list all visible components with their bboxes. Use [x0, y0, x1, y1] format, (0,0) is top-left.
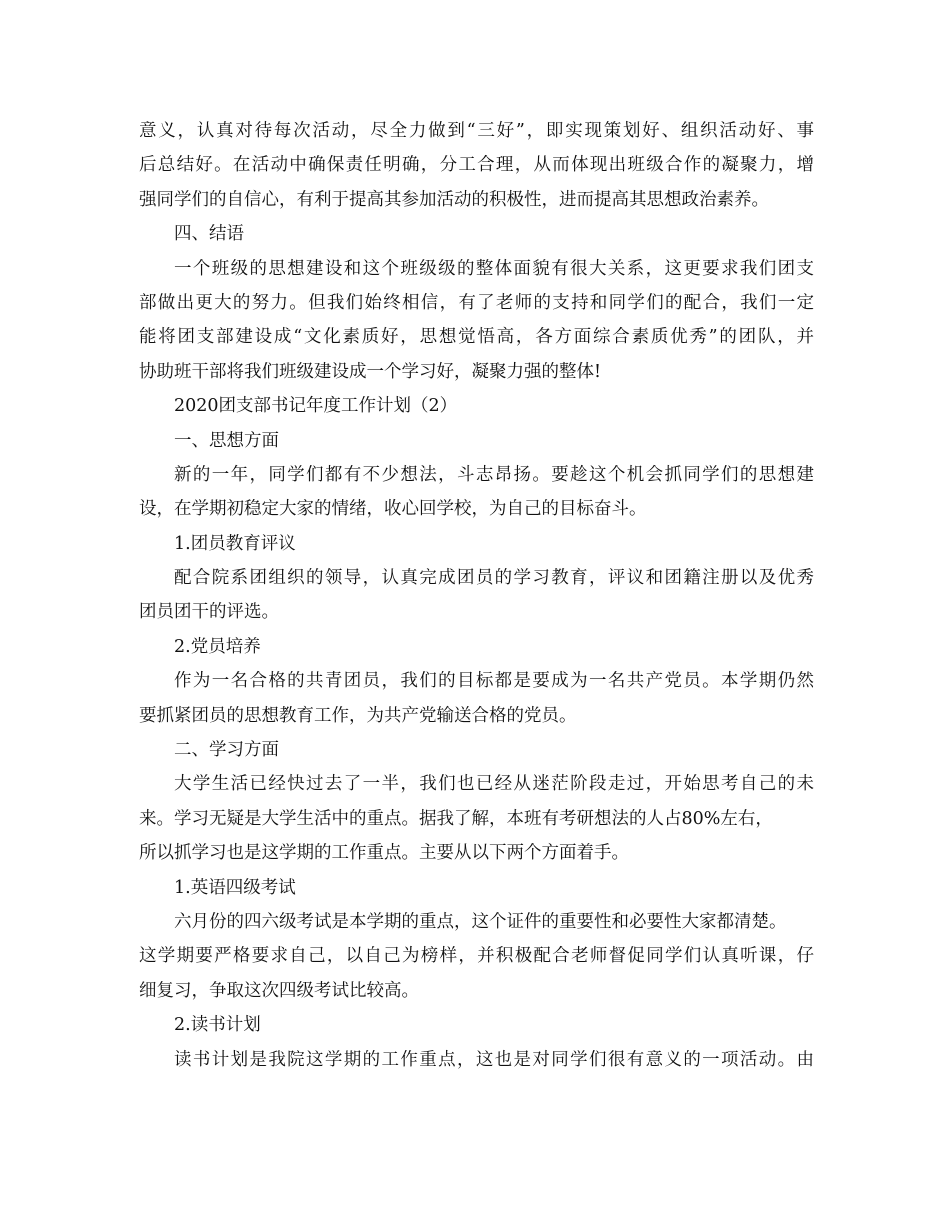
- text-line: 作为一名合格的共青团员，我们的目标都是要成为一名共产党员。本学期仍然: [174, 671, 814, 692]
- text-line: 新的一年，同学们都有不少想法，斗志昂扬。要趁这个机会抓同学们的思想建: [174, 464, 814, 485]
- text-line: 这学期要严格要求自己，以自己为榜样，并积极配合老师督促同学们认真听课，仔: [139, 946, 814, 967]
- text-line: 协助班干部将我们班级建设成一个学习好，凝聚力强的整体!: [139, 361, 602, 382]
- text-line: 所以抓学习也是这学期的工作重点。主要从以下两个方面着手。: [139, 843, 629, 864]
- text-line: 一个班级的思想建设和这个班级级的整体面貌有很大关系，这更要求我们团支: [174, 258, 814, 279]
- text-line: 配合院系团组织的领导，认真完成团员的学习教育，评议和团籍注册以及优秀: [174, 568, 814, 589]
- text-line: 一、思想方面: [174, 430, 279, 451]
- text-line: 1.英语四级考试: [174, 877, 296, 898]
- text-line: 2020团支部书记年度工作计划（2）: [174, 396, 458, 417]
- text-line: 细复习，争取这次四级考试比较高。: [139, 980, 419, 1001]
- text-line: 二、学习方面: [174, 740, 279, 761]
- text-line: 设，在学期初稳定大家的情绪，收心回学校，为自己的目标奋斗。: [139, 499, 647, 520]
- text-line: 来。学习无疑是大学生活中的重点。据我了解，本班有考研想法的人占80%左右，: [139, 808, 773, 829]
- text-line: 1.团员教育评议: [174, 533, 296, 554]
- text-line: 2.读书计划: [174, 1015, 261, 1036]
- text-line: 强同学们的自信心，有利于提高其参加活动的积极性，进而提高其思想政治素养。: [139, 189, 769, 210]
- document-body: [139, 114, 814, 1077]
- text-line: 部做出更大的努力。但我们始终相信，有了老师的支持和同学们的配合，我们一定: [139, 292, 814, 313]
- text-line: 能将团支部建设成“文化素质好，思想觉悟高，各方面综合素质优秀”的团队，并: [139, 327, 814, 348]
- text-line: 六月份的四六级考试是本学期的重点，这个证件的重要性和必要性大家都清楚。: [174, 911, 787, 932]
- text-line: 要抓紧团员的思想教育工作，为共产党输送合格的党员。: [139, 705, 577, 726]
- text-line: 2.党员培养: [174, 636, 261, 657]
- text-line: 团员团干的评选。: [139, 602, 279, 623]
- text-line: 意义，认真对待每次活动，尽全力做到“三好”，即实现策划好、组织活动好、事: [139, 121, 814, 141]
- text-line: 读书计划是我院这学期的工作重点，这也是对同学们很有意义的一项活动。由: [174, 1049, 814, 1070]
- text-line: 大学生活已经快过去了一半，我们也已经从迷茫阶段走过，开始思考自己的未: [174, 774, 814, 795]
- text-line: 后总结好。在活动中确保责任明确，分工合理，从而体现出班级合作的凝聚力，增: [139, 155, 814, 176]
- text-line: 四、结语: [174, 224, 244, 245]
